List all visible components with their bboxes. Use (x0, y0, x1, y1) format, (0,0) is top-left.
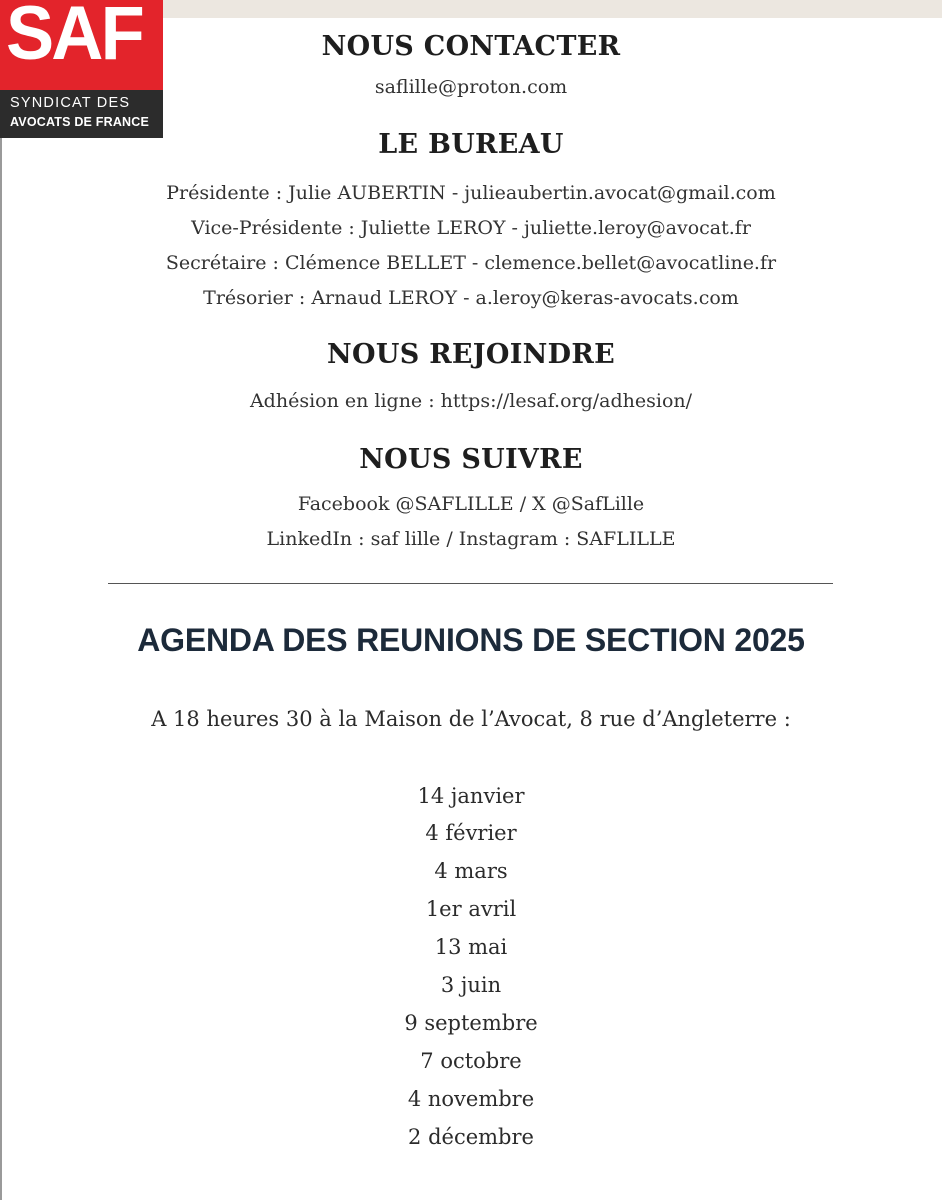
bureau-member-vice-president: Vice-Présidente : Juliette LEROY - juliette.leroy@avocat.fr (191, 217, 751, 239)
bureau-member-treasurer: Trésorier : Arnaud LEROY - a.leroy@keras-avocats.com (203, 287, 739, 309)
agenda-title: AGENDA DES REUNIONS DE SECTION 2025 (137, 622, 805, 658)
contact-email[interactable]: saflille@proton.com (374, 76, 568, 98)
agenda-date: 13 mai (434, 935, 508, 959)
logo-subtitle-line1: SYNDICAT DES (10, 95, 131, 111)
follow-heading: NOUS SUIVRE (359, 444, 583, 475)
agenda-venue: A 18 heures 30 à la Maison de l’Avocat, 8 rue d’Angleterre : (151, 707, 791, 731)
join-heading: NOUS REJOINDRE (327, 339, 615, 370)
agenda-date: 3 juin (440, 973, 502, 997)
section-divider (108, 583, 833, 584)
contact-heading: NOUS CONTACTER (321, 31, 621, 62)
follow-line-facebook-x: Facebook @SAFLILLE / X @SafLille (297, 493, 645, 515)
bureau-member-president: Présidente : Julie AUBERTIN - julieaubertin.avocat@gmail.com (166, 182, 776, 204)
agenda-date: 4 février (425, 821, 517, 845)
agenda-date: 2 décembre (408, 1125, 534, 1149)
agenda-date: 4 novembre (407, 1087, 535, 1111)
saf-logo (0, 0, 163, 138)
agenda-date: 7 octobre (420, 1049, 522, 1073)
agenda-date: 9 septembre (404, 1011, 538, 1035)
logo-wordmark: SAF (6, 0, 142, 76)
top-strip (163, 0, 942, 18)
logo-subtitle-line2: AVOCATS DE FRANCE (10, 115, 150, 129)
bureau-heading: LE BUREAU (378, 129, 564, 160)
bureau-member-secretary: Secrétaire : Clémence BELLET - clemence.bellet@avocatline.fr (165, 252, 777, 274)
follow-line-linkedin-instagram: LinkedIn : saf lille / Instagram : SAFLILLE (266, 528, 676, 550)
agenda-date: 14 janvier (417, 784, 525, 808)
join-link[interactable]: Adhésion en ligne : https://lesaf.org/adhesion/ (249, 390, 693, 412)
agenda-date: 4 mars (434, 859, 508, 883)
agenda-date: 1er avril (425, 897, 517, 921)
